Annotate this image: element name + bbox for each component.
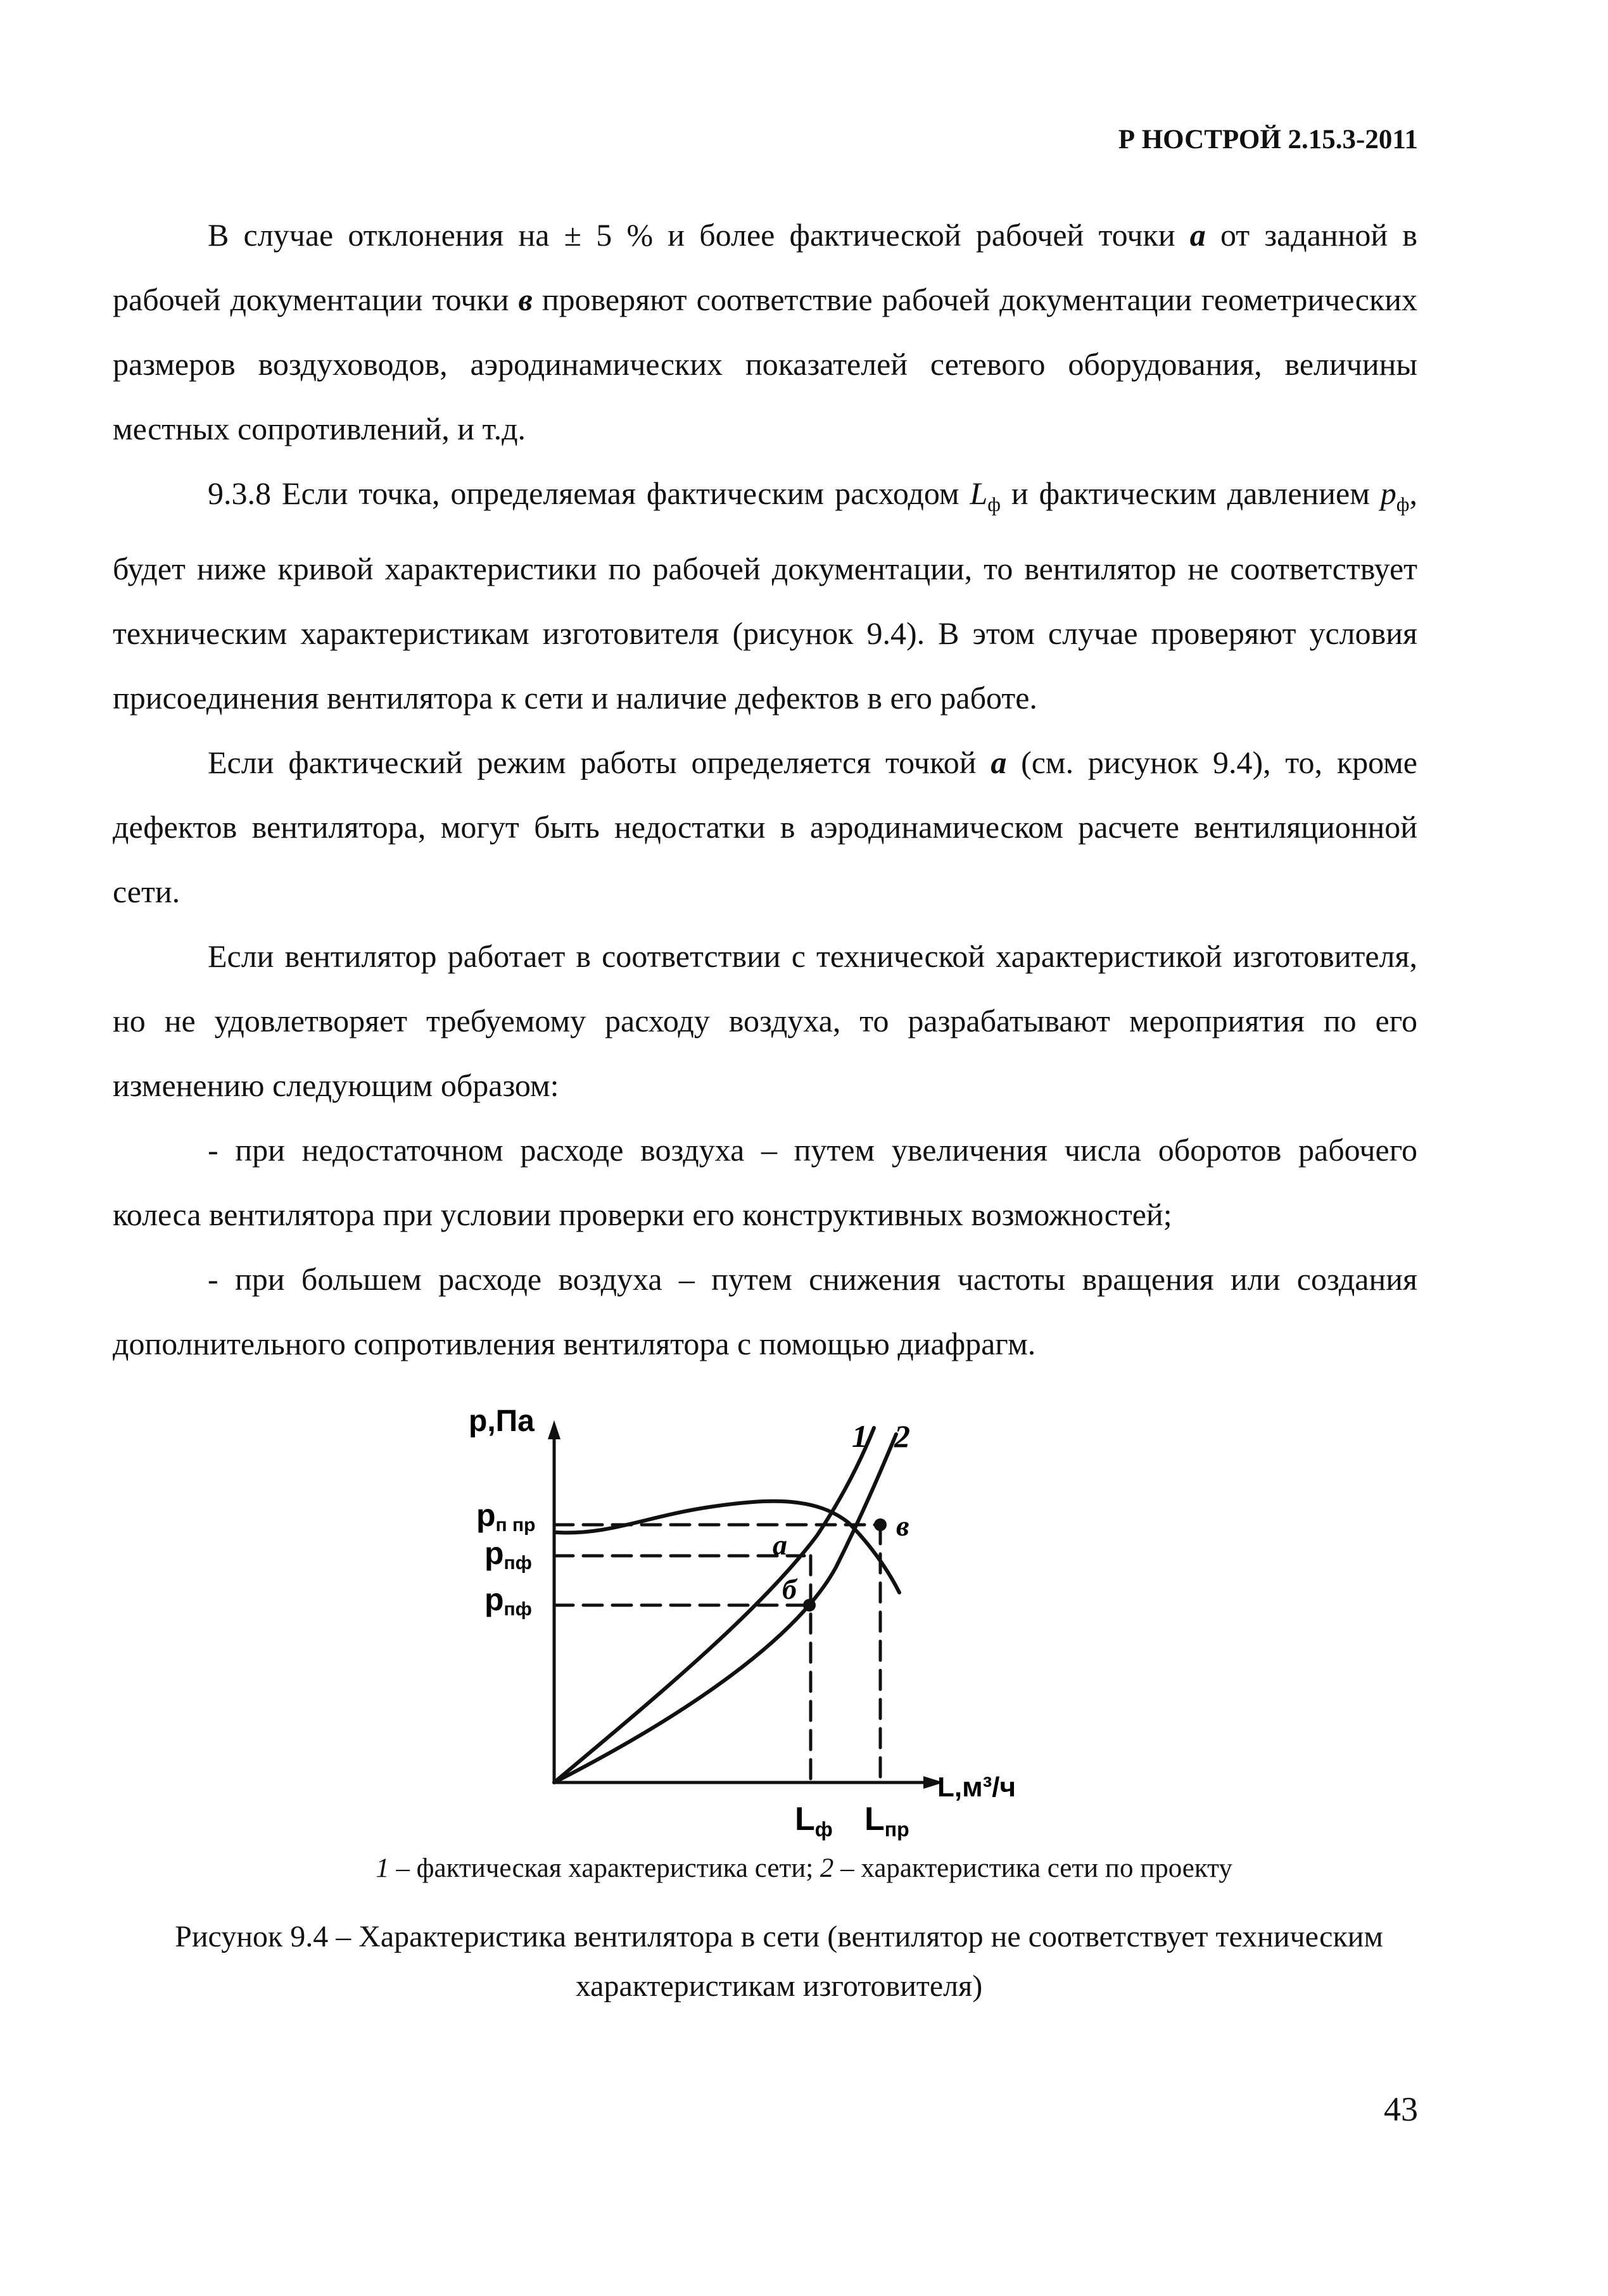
p2-text-3: , будет ниже кривой характеристики по рабочей документации, то вентилятор не соответствует техническим характеристикам изготовителя (рисунок 9.4). В этом случае проверяют условия присоединения вентилятора к сети и наличие дефектов в его работе.	[113, 476, 1417, 716]
y-tick-p-pf-2: pпф	[484, 1582, 532, 1620]
page-number: 43	[1384, 2090, 1418, 2128]
paragraph-4: Если вентилятор работает в соответствии с технической характеристикой изготовителя, но не удовлетворяет требуемому расходу воздуха, то разрабатывают мероприятия по его изменению следующим образом:	[113, 938, 1417, 1103]
paragraph-6: - при большем расходе воздуха – путем снижения частоты вращения или создания дополнительного сопротивления вентилятора с помощью диафрагм.	[113, 1261, 1417, 1361]
p3-text-1: Если фактический режим работы определяется точкой	[208, 745, 991, 780]
y-tick-p-pr: pп пр	[476, 1498, 536, 1536]
p2-text-1: 9.3.8 Если точка, определяемая фактическим расходом	[208, 476, 970, 511]
point-a-ref: а	[1189, 217, 1206, 253]
point-v-ref: в	[518, 282, 533, 317]
paragraph-3	[113, 730, 1417, 924]
p1-text-1: В случае отклонения на ± 5 % и более фактической рабочей точки	[208, 217, 1190, 253]
p-subscript: ф	[1396, 493, 1410, 515]
fan-characteristic-diagram	[443, 1409, 1077, 1846]
p2-text-2: и фактическим давлением	[1001, 476, 1381, 511]
point-a-ref-2: а	[991, 745, 1007, 780]
paragraph-5: - при недостаточном расходе воздуха – путем увеличения числа оборотов рабочего колеса вентилятора при условии проверки его конструктивных возможностей;	[113, 1132, 1417, 1232]
y-axis-label: p,Па	[469, 1409, 535, 1438]
legend-text-1: – фактическая характеристика сети;	[389, 1853, 820, 1883]
point-b-marker	[803, 1599, 816, 1612]
document-number: Р НОСТРОЙ 2.15.3-2011	[1118, 125, 1418, 155]
y-axis-arrow	[548, 1420, 560, 1439]
x-tick-L-f: Lф	[795, 1801, 833, 1841]
body-text	[113, 203, 1417, 1376]
L-subscript: ф	[987, 493, 1001, 515]
paragraph-2	[113, 461, 1417, 730]
p1-text-2: от заданной в рабочей документации точки	[113, 217, 1417, 317]
y-tick-p-pf-1: pпф	[484, 1536, 532, 1574]
curve-label-2: 2	[894, 1418, 910, 1454]
figure-9-4	[443, 1409, 1077, 1846]
paragraph-1	[113, 203, 1417, 461]
p-symbol: p	[1380, 476, 1396, 511]
curve-label-1: 1	[852, 1418, 868, 1454]
point-v-label: в	[896, 1510, 909, 1542]
legend-num-2: 2	[820, 1853, 834, 1883]
legend-text-2: – характеристика сети по проекту	[833, 1853, 1232, 1883]
legend-num-1: 1	[376, 1853, 389, 1883]
figure-legend	[0, 1853, 1608, 1884]
p1-text-3: проверяют соответствие рабочей документации геометрических размеров воздуховодов, аэродинамических показателей сетевого оборудования, величины местных сопротивлений, и т.д.	[113, 282, 1417, 446]
p3-text-2: (см. рисунок 9.4), то, кроме дефектов вентилятора, могут быть недостатки в аэродинамическом расчете вентиляционной сети.	[113, 745, 1418, 909]
figure-caption: Рисунок 9.4 – Характеристика вентилятора в сети (вентилятор не соответствует техническим характеристикам изготовителя)	[175, 1920, 1383, 2003]
point-a-label: а	[773, 1529, 787, 1561]
x-tick-L-pr: Lпр	[864, 1801, 909, 1841]
point-v-marker	[874, 1518, 887, 1531]
L-symbol: L	[970, 476, 988, 511]
x-axis-label: L,м³/ч	[937, 1772, 1016, 1803]
point-b-label: б	[782, 1573, 797, 1605]
